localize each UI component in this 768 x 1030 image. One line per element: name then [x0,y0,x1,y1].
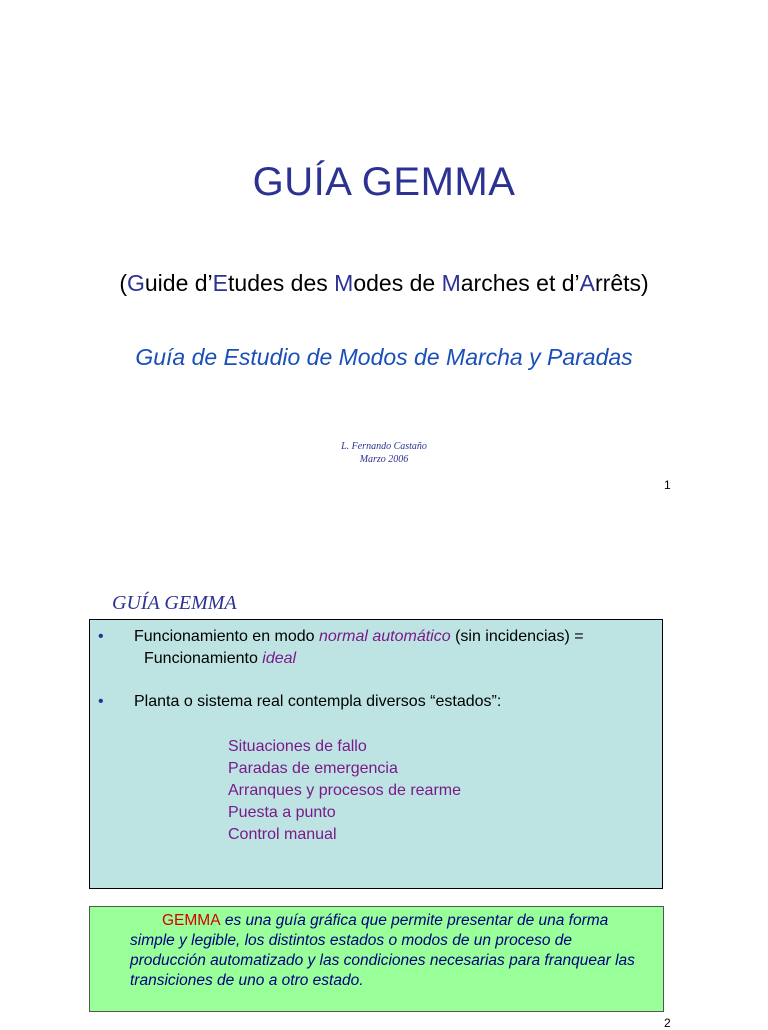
subtitle-initial-m1: M [334,270,354,296]
slide2-title: GUÍA GEMMA [112,592,237,614]
subtitle-initial-e: E [212,270,229,296]
bullet-text-part: Funcionamiento en modo [134,628,319,645]
bullet-text-part: (sin incidencias) = [450,628,584,645]
bullet-text: Planta o sistema real contempla diversos “estados”: [134,693,502,710]
subtitle-part: tudes des [228,270,335,296]
subtitle-initial-a: A [579,270,595,296]
subtitle-part: odes de [353,270,442,296]
gemma-keyword: GEMMA [162,912,221,929]
bullet-icon: • [98,628,104,645]
bullet-item [90,691,664,713]
list-item: Puesta a punto [228,804,336,821]
bullet-text-line2 [144,648,296,670]
bullet-emphasis: ideal [262,650,297,667]
french-subtitle [0,270,768,297]
subtitle-part: uide d’ [144,270,213,296]
bullet-item [90,626,664,670]
spanish-subtitle: Guía de Estudio de Modos de Marcha y Paradas [135,344,633,370]
subtitle-initial-m2: M [441,270,461,296]
author-name: L. Fernando Castaño [341,441,427,452]
subtitle-initial-g: G [127,270,145,296]
bullet-emphasis: normal automático [319,628,451,645]
bullet-icon: • [98,693,104,710]
list-item: Arranques y procesos de rearme [228,782,461,799]
author-block [0,440,768,466]
list-item: Situaciones de fallo [228,738,367,755]
page-number: 2 [664,1016,671,1030]
list-item: Paradas de emergencia [228,760,398,777]
author-date: Marzo 2006 [359,454,409,465]
list-item: Control manual [228,826,337,843]
states-list [228,736,461,846]
gemma-description: es una guía gráfica que permite presentar de una forma simple y legible, los distintos estados o modos de un proceso de producción automatizado y las condiciones necesarias para franquear las transiciones de uno a otro estado. [130,912,635,989]
gemma-definition-box [89,906,664,1012]
bullet-text-part: Funcionamiento [144,650,263,667]
gemma-definition [130,911,650,991]
states-box [89,619,663,889]
bullet-text [134,626,584,648]
subtitle-part: ( [119,270,127,296]
slide1-title: GUÍA GEMMA [252,160,516,204]
subtitle-part: rrêts) [595,270,649,296]
subtitle-part: arches et d’ [460,270,580,296]
page-number: 1 [664,478,671,492]
